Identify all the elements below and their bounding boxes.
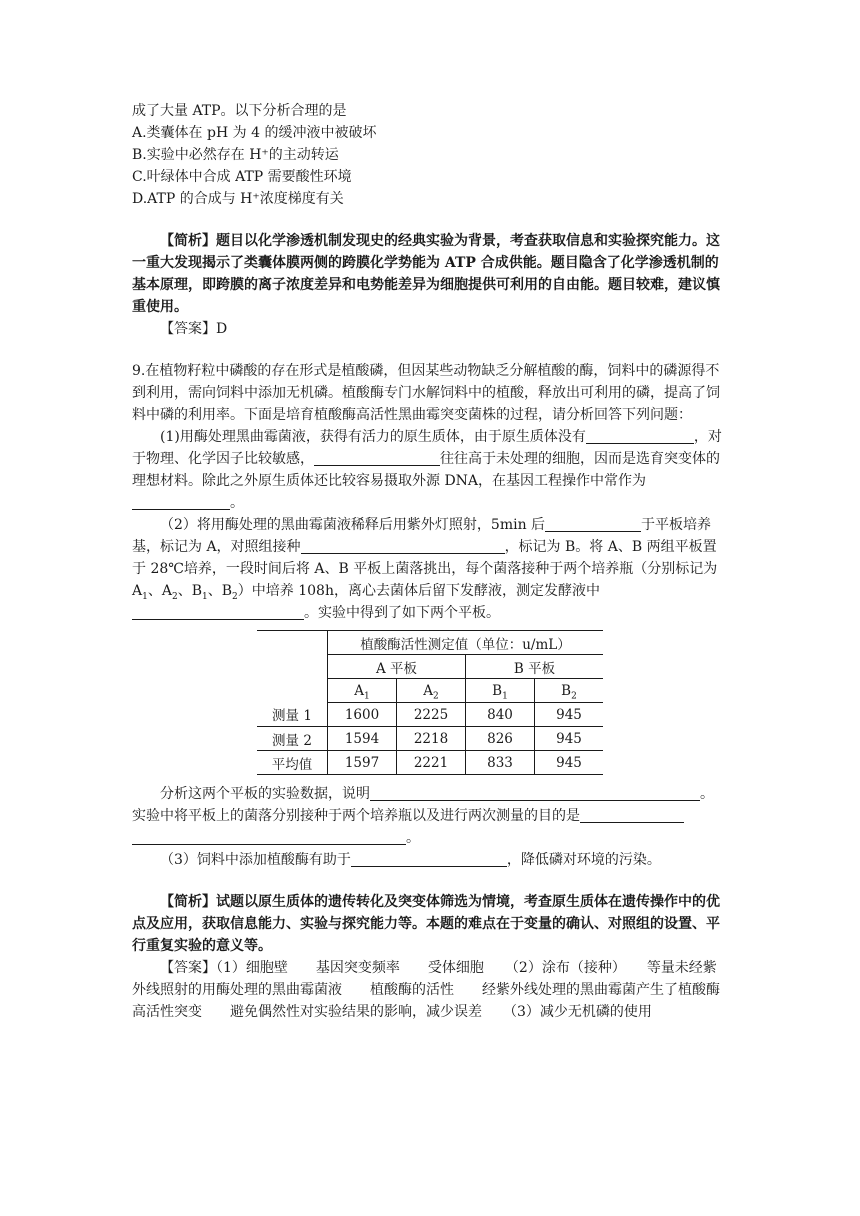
answer-blank bbox=[370, 784, 700, 801]
answer-2-label: 【答案】 bbox=[160, 960, 216, 976]
answer-2-text: （1）细胞壁 基因突变频率 受体细胞 （2）涂布（接种） 等量未经紫外线照射的用酶处理的黑曲霉菌液 植酸酶的活性 经紫外线处理的黑曲霉菌产生了植酸酶高活性突变 避免偶然性对实验结果的影响，减少误差 （3）减少无机磷的使用 bbox=[132, 960, 720, 1020]
answer-1: 【答案】D bbox=[160, 321, 228, 337]
question-9-analysis: 分析这两个平板的实验数据，说明 。 bbox=[160, 786, 714, 802]
question-9-stem: 9.在植物籽粒中磷酸的存在形式是植酸磷，但因某些动物缺乏分解植酸的酶，饲料中的磷源得不到利用，需向饲料中添加无机磷。植酸酶专门水解饲料中的植酸，释放出可利用的磷，提高了饲料中磷的利用率。下面是培育植酸酶高活性黑曲霉突变菌株的过程，请分析回答下列问题： bbox=[132, 363, 720, 423]
question-9-part-2: （2）将用酶处理的黑曲霉菌液稀释后用紫外灯照射，5min 后 于平板培养基，标记为 A，对照组接种 ，标记为 B。将 A、B 两组平板置于 28℃培养，一段时间后将 A、B 平板上菌落挑出，每个菌落接种于两个培养瓶（分别标记为 $A_1$、$A_2$、$B_1$、$B_2$）中培养 108h，离心去菌体后留下发酵液，测定发酵液中。实验中得到了如下两个平板。 bbox=[132, 517, 718, 621]
answer-blank bbox=[301, 537, 505, 554]
analysis-2-text: 试题以原生质体的遗传转化及突变体筛选为情境，考查原生质体在遗传操作中的优点及应用，获取信息能力、实验与探究能力等。本题的难点在于变量的确认、对照组的设置、平行重复实验的意义等。 bbox=[132, 894, 720, 954]
document-page bbox=[132, 100, 730, 1023]
answer-blank bbox=[545, 515, 641, 532]
question-9-purpose: 实验中将平板上的菌落分别接种于两个培养瓶以及进行两次测量的目的是 。 bbox=[132, 805, 730, 849]
option-c: C.叶绿体中合成 ATP 需要酸性环境 bbox=[132, 169, 352, 185]
table-group-b: B 平板 bbox=[466, 655, 604, 679]
option-b: B.实验中必然存在 H⁺的主动转运 bbox=[132, 147, 339, 163]
analysis-1-text: 题目以化学渗透机制发现史的经典实验为背景，考查获取信息和实验探究能力。这一重大发现揭示了类囊体膜两侧的跨膜化学势能为 ATP 合成供能。题目隐含了化学渗透机制的基本原理，即跨膜的离子浓度差异和电势能差异为细胞提供可利用的自由能。题目较难，建议慎重使用。 bbox=[132, 233, 720, 315]
answer-blank bbox=[580, 806, 684, 823]
table-row: 测量 1 1600 2225 840 945 bbox=[257, 703, 603, 727]
intro-line: 成了大量 ATP。以下分析合理的是 bbox=[132, 103, 347, 119]
question-9-part-1: (1)用酶处理黑曲霉菌液，获得有活力的原生质体，由于原生质体没有 ，对于物理、化学因子比较敏感， 往往高于未处理的细胞，因而是选育突变体的理想材料。除此之外原生质体还比较容易摄取外源 DNA，在基因工程操作中常作为。 bbox=[132, 429, 722, 511]
table-group-a: A 平板 bbox=[328, 655, 466, 679]
table-header: 植酸酶活性测定值（单位：u/mL） bbox=[328, 631, 604, 655]
analysis-1-label: 【简析】 bbox=[160, 233, 216, 249]
analysis-2-label: 【简析】 bbox=[160, 894, 216, 910]
table-col-header: $B_2$ bbox=[535, 679, 604, 703]
option-d: D.ATP 的合成与 H⁺浓度梯度有关 bbox=[132, 191, 344, 207]
table-col-header: $A_2$ bbox=[397, 679, 466, 703]
table-row: 测量 2 1594 2218 826 945 bbox=[257, 727, 603, 751]
analysis-2 bbox=[132, 891, 730, 957]
answer-blank bbox=[586, 427, 694, 444]
table-row: 平均值 1597 2221 833 945 bbox=[257, 751, 603, 775]
option-a: A.类囊体在 pH 为 4 的缓冲液中被破坏 bbox=[132, 125, 377, 141]
answer-blank bbox=[351, 850, 507, 867]
table-col-header: $A_1$ bbox=[328, 679, 397, 703]
answer-blank bbox=[314, 449, 440, 466]
enzyme-activity-table bbox=[257, 630, 603, 775]
question-9-part-3: （3）饲料中添加植酸酶有助于 ，降低磷对环境的污染。 bbox=[160, 852, 661, 868]
analysis-1 bbox=[132, 230, 730, 318]
answer-blank bbox=[132, 603, 304, 620]
answer-2 bbox=[132, 957, 730, 1023]
answer-blank bbox=[132, 828, 406, 845]
answer-blank bbox=[132, 493, 230, 510]
table-col-header: $B_1$ bbox=[466, 679, 535, 703]
